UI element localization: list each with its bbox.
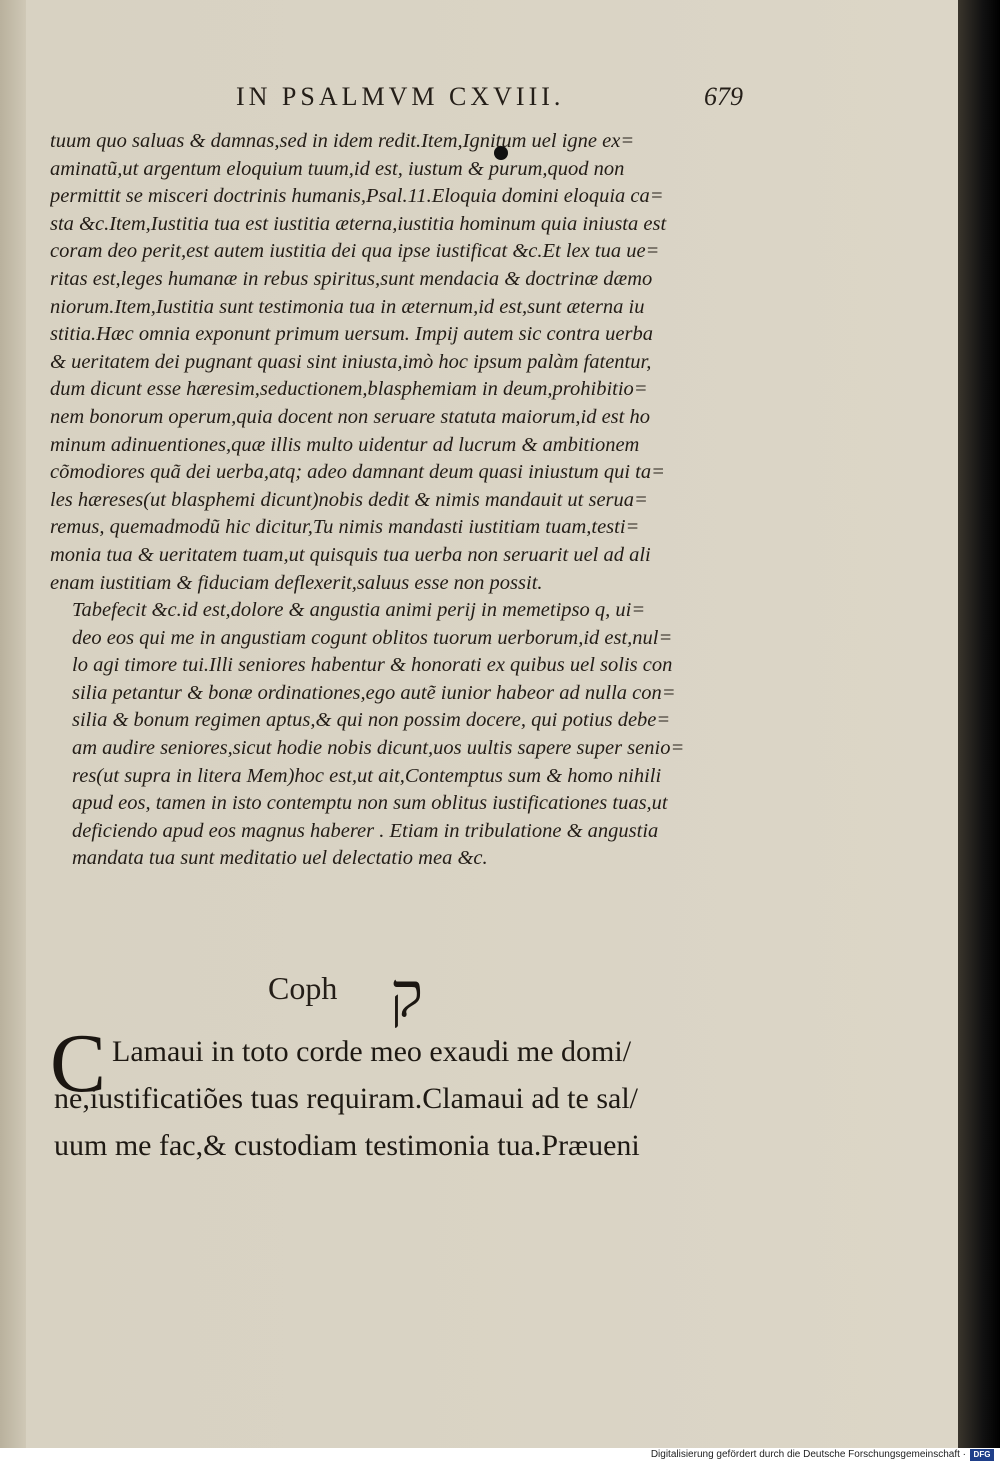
- commentary-line: silia petantur & bonæ ordinationes,ego autẽ iunior habeor ad nulla con=: [72, 681, 676, 704]
- commentary-line: monia tua & ueritatem tuam,ut quisquis tua uerba non seruarit uel ad ali: [50, 543, 651, 566]
- commentary-line: deficiendo apud eos magnus haberer . Etiam in tribulatione & angustia: [72, 819, 659, 842]
- digitization-credit: Digitalisierung gefördert durch die Deutsche Forschungsgemeinschaft ·: [650, 1449, 966, 1460]
- commentary-line: stitia.Hæc omnia exponunt primum uersum. Impij autem sic contra uerba: [50, 323, 653, 346]
- folio-number: 679: [704, 82, 743, 111]
- commentary-line: les hæreses(ut blasphemi dicunt)nobis dedit & nimis mandauit ut serua=: [50, 488, 648, 511]
- commentary-line: am audire seniores,sicut hodie nobis dicunt,uos uultis sapere super senio=: [72, 737, 685, 760]
- dfg-logo: DFG: [970, 1449, 994, 1461]
- verse-line: uum me fac,& custodiam testimonia tua.Præueni: [54, 1129, 640, 1162]
- verse-dropcap: C: [50, 1017, 107, 1110]
- commentary-line: nem bonorum operum,quia docent non seruare statuta maiorum,id est ho: [50, 405, 650, 428]
- commentary-line: ritas est,leges humanæ in rebus spiritus,sunt mendacia & doctrinæ dæmo: [50, 267, 653, 290]
- hebrew-letter: ק: [390, 958, 424, 1031]
- verse-line: ne,iustificatiões tuas requiram.Clamaui ad te sal/: [54, 1082, 638, 1115]
- commentary-line: coram deo perit,est autem iustitia dei qua ipse iustificat &c.Et lex tua ue=: [50, 240, 660, 263]
- verse-text: [54, 1028, 714, 1169]
- commentary-line: remus, quemadmodũ hic dicitur,Tu nimis mandasti iustitiam tuam,testi=: [50, 516, 640, 539]
- commentary-paragraph-1: [50, 128, 710, 597]
- commentary-text: [50, 128, 710, 873]
- commentary-line: niorum.Item,Iustitia sunt testimonia tua in æternum,id est,sunt æterna iu: [50, 295, 645, 318]
- commentary-line: cõmodiores quã dei uerba,atq; adeo damnant deum quasi iniustum qui ta=: [50, 461, 665, 484]
- commentary-line: Tabefecit &c.id est,dolore & angustia animi perij in memetipso q, ui=: [72, 599, 646, 622]
- commentary-line: mandata tua sunt meditatio uel delectatio mea &c.: [72, 847, 488, 870]
- commentary-line: apud eos, tamen in isto contemptu non sum oblitus iustificationes tuas,ut: [72, 792, 668, 815]
- commentary-line: sta &c.Item,Iustitia tua est iustitia æterna,iustitia hominum quia iniusta est: [50, 212, 667, 235]
- commentary-line: & ueritatem dei pugnant quasi sint iniusta,imò hoc ipsum palàm fatentur,: [50, 350, 652, 373]
- verse-line: Lamaui in toto corde meo exaudi me domi/: [112, 1035, 632, 1068]
- running-head: IN PSALMVM CXVIII.: [236, 82, 565, 111]
- page-edge-shadow: [0, 0, 26, 1448]
- commentary-line: minum adinuentiones,quæ illis multo uidentur ad lucrum & ambitionem: [50, 433, 640, 456]
- commentary-line: deo eos qui me in angustiam cogunt oblitos tuorum uerborum,id est,nul=: [72, 626, 673, 649]
- commentary-line: permittit se misceri doctrinis humanis,Psal.11.Eloquia domini eloquia ca=: [50, 185, 664, 208]
- section-heading-row: [268, 958, 528, 1036]
- commentary-line: enam iustitiam & fiduciam deflexerit,saluus esse non possit.: [50, 571, 543, 594]
- commentary-line: res(ut supra in litera Mem)hoc est,ut ait,Contemptus sum & homo nihili: [72, 764, 662, 787]
- commentary-line: dum dicunt esse hæresim,seductionem,blasphemiam in deum,prohibitio=: [50, 378, 648, 401]
- commentary-line: lo agi timore tui.Illi seniores habentur & honorati ex quibus uel solis con: [72, 654, 673, 677]
- book-gutter: [958, 0, 1000, 1448]
- commentary-paragraph-2: [50, 597, 710, 873]
- commentary-line: tuum quo saluas & damnas,sed in idem redit.Item,Ignitum uel igne ex=: [50, 130, 635, 152]
- commentary-line: silia & bonum regimen aptus,& qui non possim docere, qui potius debe=: [72, 709, 671, 732]
- section-heading: Coph: [268, 970, 338, 1006]
- commentary-line: aminatũ,ut argentum eloquium tuum,id est, iustum & purum,quod non: [50, 157, 625, 180]
